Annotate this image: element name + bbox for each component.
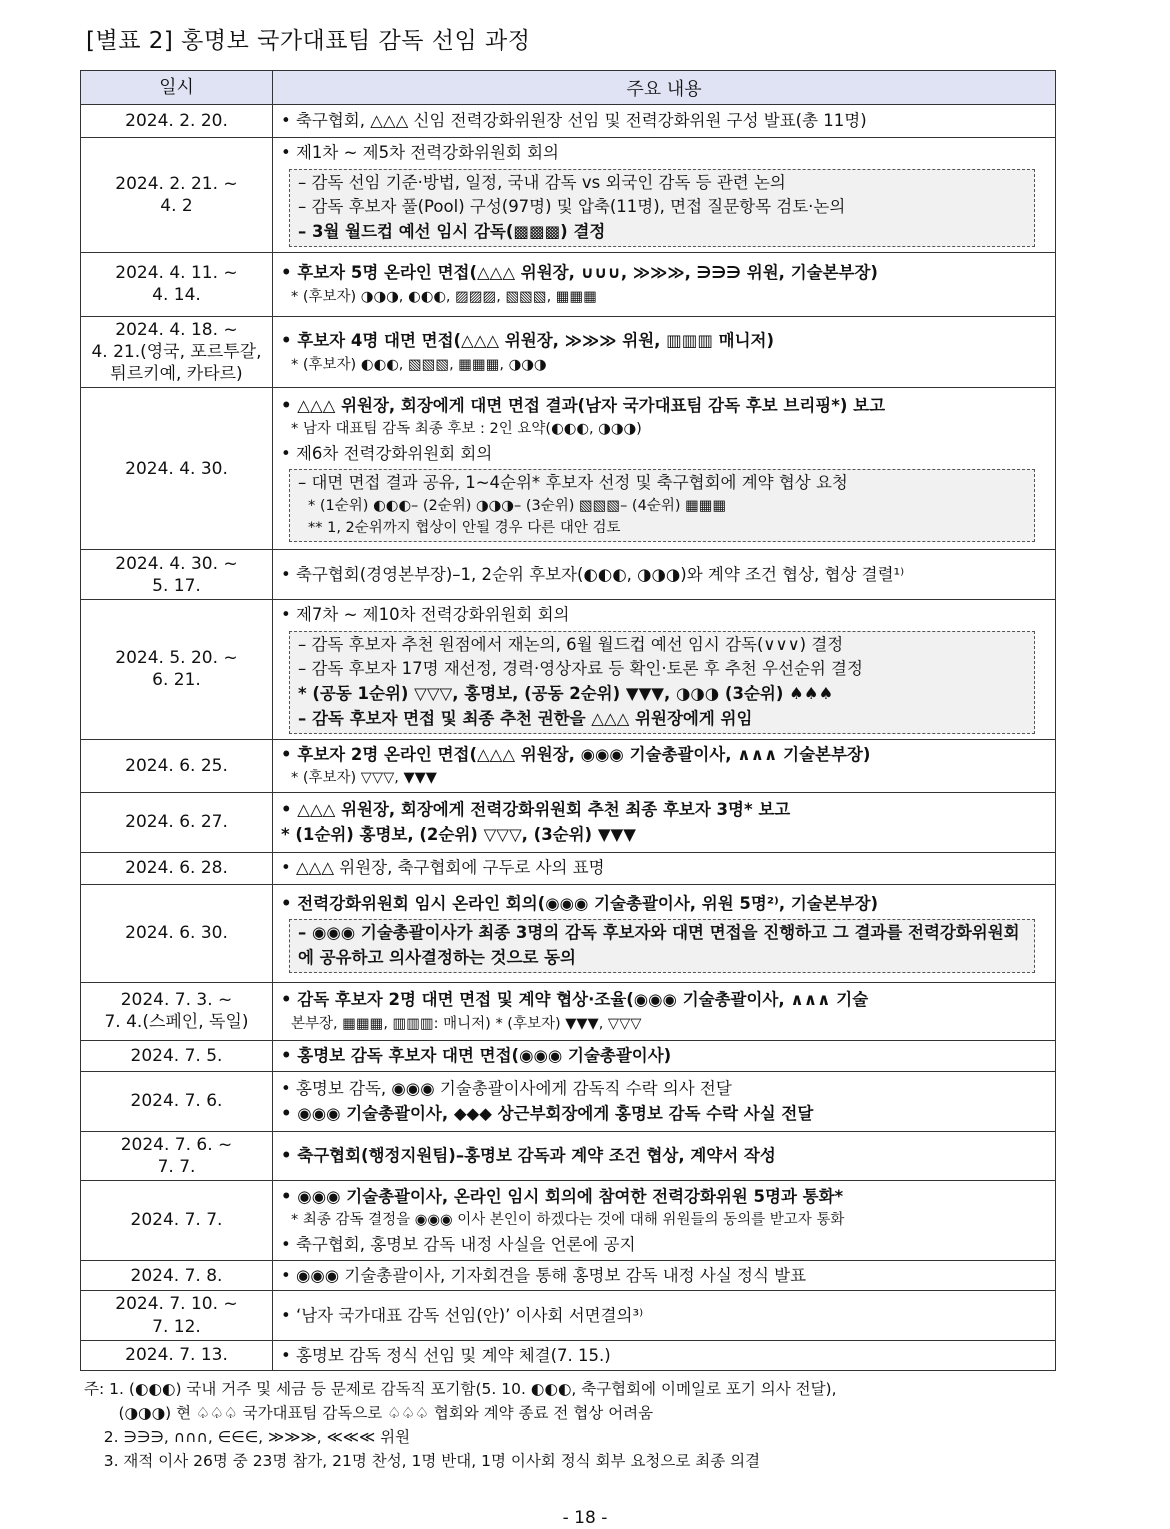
content-line: – 감독 후보자 추천 원점에서 재논의, 6월 월드컵 예선 임시 감독(∨∨∨) 결정 xyxy=(298,634,844,654)
date-line: 2024. 2. 20. xyxy=(125,110,228,131)
content-line xyxy=(298,220,1026,245)
bold-text: • ◉◉◉ 기술총괄이사, ◆◆◆ 상근부회장에게 홍명보 감독 수락 사실 전달 xyxy=(281,1104,814,1124)
bold-text: • 축구협회(행정지원팀)–홍명보 감독과 계약 조건 협상, 계약서 작성 xyxy=(281,1146,776,1165)
content-cell xyxy=(273,138,1056,253)
content-line xyxy=(281,1184,1047,1210)
content-cell xyxy=(273,316,1056,387)
table-row xyxy=(81,1040,1056,1071)
date-line: 5. 17. xyxy=(152,575,201,596)
content-cell xyxy=(273,1071,1056,1131)
content-line: 본부장, ▦▦▦, ▥▥▥: 매니저) * (후보자) ▼▼▼, ▽▽▽ xyxy=(291,1015,642,1032)
schedule-table xyxy=(80,70,1056,1371)
date-line: 2024. 7. 8. xyxy=(130,1265,223,1286)
content-line: • 축구협회(경영본부장)–1, 2순위 후보자(◐◐◐, ◑◑◑)와 계약 조건 협상, 협상 결렬¹⁾ xyxy=(281,564,905,584)
bold-text: – 감독 후보자 면접 및 최종 추천 권한을 △△△ 위원장에게 위임 xyxy=(298,708,753,728)
table-row xyxy=(81,1180,1056,1260)
content-line xyxy=(281,822,1047,848)
content-line: – 감독 후보자 풀(Pool) 구성(97명) 및 압축(11명), 면접 질문항목 검토·논의 xyxy=(298,197,846,217)
footnote-line: 3. 재적 이사 26명 중 23명 참가, 21명 찬성, 1명 반대, 1명 이사회 정식 회부 요청으로 최종 의결 xyxy=(84,1452,761,1471)
content-line: • 축구협회, △△△ 신임 전력강화위원장 선임 및 전력강화위원 구성 발표(총 11명) xyxy=(281,111,867,131)
content-line: – 대면 면접 결과 공유, 1~4순위* 후보자 선정 및 축구협회에 계약 협상 요청 xyxy=(298,473,848,493)
date-line: 2024. 5. 20. ~ xyxy=(115,648,238,669)
table-row xyxy=(81,1340,1056,1371)
date-line: 6. 21. xyxy=(152,670,201,691)
date-line: 2024. 7. 6. xyxy=(130,1091,223,1112)
date-line: 4. 21.(영국, 포르투갈, xyxy=(91,341,262,362)
table-row xyxy=(81,1260,1056,1291)
content-cell xyxy=(273,600,1056,740)
bold-text: • 전력강화위원회 임시 온라인 회의(◉◉◉ 기술총괄이사, 위원 5명²⁾, 기술본부장) xyxy=(281,893,879,913)
content-line: * 최종 감독 결정을 ◉◉◉ 이사 본인이 하겠다는 것에 대해 위원들의 동의를 받고자 통화 xyxy=(291,1212,845,1229)
bold-text: • 후보자 4명 대면 면접(△△△ 위원장, ≫≫≫ 위원, ▥▥▥ 매니저) xyxy=(281,330,775,350)
table-row xyxy=(81,982,1056,1040)
table-row xyxy=(81,138,1056,253)
table-row xyxy=(81,252,1056,316)
content-line: • 제1차 ~ 제5차 전력강화위원회 회의 xyxy=(281,143,559,162)
bold-text: • △△△ 위원장, 회장에게 대면 면접 결과(남자 국가대표팀 감독 후보 브리핑*) 보고 xyxy=(281,395,886,415)
date-cell xyxy=(81,550,273,600)
table-row xyxy=(81,105,1056,138)
content-cell xyxy=(273,982,1056,1040)
bold-text: • 후보자 5명 온라인 면접(△△△ 위원장, ∪∪∪, ≫≫≫, ∋∋∋ 위원, 기술본부장) xyxy=(281,263,878,283)
date-line: 2024. 4. 11. ~ xyxy=(115,263,238,284)
footnote-line: 주: 1. (◐◐◐) 국내 거주 및 세금 등 문제로 감독직 포기함(5. 10. ◐◐◐, 축구협회에 이메일로 포기 의사 전달), xyxy=(84,1380,837,1398)
bold-text: * (공동 1순위) ▽▽▽, 홍명보, (공동 2순위) ▼▼▼, ◑◑◑ (3순위) ♠♠♠ xyxy=(298,684,834,704)
date-cell xyxy=(81,1180,273,1260)
content-cell xyxy=(273,739,1056,792)
content-line: • △△△ 위원장, 축구협회에 구두로 사의 표명 xyxy=(281,858,605,878)
content-cell xyxy=(273,550,1056,600)
table-row xyxy=(81,316,1056,387)
content-cell xyxy=(273,1131,1056,1180)
header-content: 주요 내용 xyxy=(273,71,1056,105)
date-cell xyxy=(81,138,273,253)
content-line xyxy=(298,682,1026,707)
date-line: 2024. 7. 13. xyxy=(125,1345,228,1366)
page-number: - 18 - xyxy=(562,1508,608,1528)
header-date: 일시 xyxy=(81,71,273,105)
content-cell xyxy=(273,852,1056,884)
content-line xyxy=(281,393,1047,419)
content-line xyxy=(281,260,1047,286)
date-cell xyxy=(81,252,273,316)
content-line: – 감독 선임 기준·방법, 일정, 국내 감독 vs 외국인 감독 등 관련 논의 xyxy=(298,172,786,192)
content-cell xyxy=(273,884,1056,982)
bold-text: • 후보자 2명 온라인 면접(△△△ 위원장, ◉◉◉ 기술총괄이사, ∧∧∧ 기술본부장) xyxy=(281,744,871,764)
bold-text: • ◉◉◉ 기술총괄이사, 온라인 임시 회의에 참여한 전력강화위원 5명과 통화* xyxy=(281,1186,844,1206)
content-line: – 감독 후보자 17명 재선정, 경력·영상자료 등 확인·토론 후 추천 우선순위 결정 xyxy=(298,659,863,679)
content-cell xyxy=(273,1180,1056,1260)
date-line: 2024. 7. 6. ~ xyxy=(120,1134,233,1155)
content-line: • 홍명보 감독, ◉◉◉ 기술총괄이사에게 감독직 수락 의사 전달 xyxy=(281,1078,732,1098)
date-line: 7. 12. xyxy=(152,1316,201,1337)
page-title: [별표 2] 홍명보 국가대표팀 감독 선임 과정 xyxy=(86,28,531,54)
date-line: 2024. 2. 21. ~ xyxy=(115,173,238,194)
content-line: ** 1, 2순위까지 협상이 안될 경우 다른 대안 검토 xyxy=(308,519,621,536)
date-cell xyxy=(81,982,273,1040)
content-line xyxy=(281,1101,1047,1127)
content-cell xyxy=(273,388,1056,550)
content-cell xyxy=(273,1291,1056,1340)
date-cell xyxy=(81,1340,273,1371)
date-line: 2024. 4. 30. ~ xyxy=(115,553,238,574)
content-line: • ‘남자 국가대표 감독 선임(안)’ 이사회 서면결의³⁾ xyxy=(281,1305,644,1325)
date-line: 2024. 7. 7. xyxy=(130,1210,223,1231)
date-line: 2024. 7. 10. ~ xyxy=(115,1294,238,1315)
date-line: 2024. 7. 5. xyxy=(130,1045,223,1066)
table-row xyxy=(81,884,1056,982)
bold-text: • 홍명보 감독 후보자 대면 면접(◉◉◉ 기술총괄이사) xyxy=(281,1045,672,1065)
date-cell xyxy=(81,105,273,138)
date-cell xyxy=(81,792,273,852)
content-line xyxy=(281,891,1047,917)
bold-text: – ◉◉◉ 기술총괄이사가 최종 3명의 감독 후보자와 대면 면접을 진행하고 그 결과를 전력강화위원회에 공유하고 의사결정하는 것으로 동의 xyxy=(298,923,1020,967)
content-cell xyxy=(273,1040,1056,1071)
table-row xyxy=(81,792,1056,852)
date-cell xyxy=(81,1040,273,1071)
content-line: • ◉◉◉ 기술총괄이사, 기자회견을 통해 홍명보 감독 내정 사실 정식 발표 xyxy=(281,1265,807,1285)
date-cell xyxy=(81,884,273,982)
footnote-line: 2. ∋∋∋, ∩∩∩, ∈∈∈, ≫≫≫, ≪≪≪ 위원 xyxy=(84,1428,411,1447)
date-line: 7. 4.(스페인, 독일) xyxy=(104,1012,249,1033)
date-cell xyxy=(81,1291,273,1340)
date-cell xyxy=(81,852,273,884)
table-row xyxy=(81,1071,1056,1131)
table-row xyxy=(81,739,1056,792)
content-line xyxy=(298,707,1026,732)
content-cell xyxy=(273,1340,1056,1371)
table-row xyxy=(81,600,1056,740)
date-cell xyxy=(81,739,273,792)
content-line xyxy=(281,987,1047,1013)
content-cell xyxy=(273,792,1056,852)
date-cell xyxy=(81,316,273,387)
date-line: 4. 14. xyxy=(152,285,201,306)
detail-box xyxy=(289,469,1035,541)
date-cell xyxy=(81,600,273,740)
date-line: 2024. 7. 3. ~ xyxy=(120,990,233,1011)
table-header-row xyxy=(81,71,1056,105)
content-line xyxy=(298,921,1026,971)
date-line: 2024. 6. 28. xyxy=(125,858,228,879)
content-line: * (후보자) ◑◑◑, ◐◐◐, ▨▨▨, ▧▧▧, ▦▦▦ xyxy=(291,288,597,305)
date-line: 2024. 4. 30. xyxy=(125,458,228,479)
date-line: 2024. 6. 27. xyxy=(125,812,228,833)
content-cell xyxy=(273,252,1056,316)
content-line: * (후보자) ◐◐◐, ▧▧▧, ▦▦▦, ◑◑◑ xyxy=(291,356,547,373)
content-line xyxy=(281,1043,1047,1069)
date-line: 튀르키예, 카타르) xyxy=(110,364,243,384)
date-cell xyxy=(81,1260,273,1291)
content-line xyxy=(281,742,1047,768)
content-line: * 남자 대표팀 감독 최종 후보 : 2인 요약(◐◐◐, ◑◑◑) xyxy=(291,421,642,438)
date-cell xyxy=(81,1071,273,1131)
content-line: • 제7차 ~ 제10차 전력강화위원회 회의 xyxy=(281,605,570,625)
detail-box xyxy=(289,631,1035,734)
content-line: * (후보자) ▽▽▽, ▼▼▼ xyxy=(291,770,437,787)
bold-text: * (1순위) 홍명보, (2순위) ▽▽▽, (3순위) ▼▼▼ xyxy=(281,825,636,845)
content-cell xyxy=(273,105,1056,138)
table-body xyxy=(81,105,1056,1371)
footnotes xyxy=(84,1377,837,1473)
table-row xyxy=(81,550,1056,600)
content-line xyxy=(281,797,1047,823)
table-row xyxy=(81,852,1056,884)
table-row xyxy=(81,1291,1056,1340)
detail-box xyxy=(289,919,1035,973)
date-line: 2024. 4. 18. ~ xyxy=(115,319,238,340)
detail-box xyxy=(289,169,1035,247)
footnote-line: (◑◑◑) 현 ♤♤♤ 국가대표팀 감독으로 ♤♤♤ 협회와 계약 종료 전 협상 어려움 xyxy=(84,1404,654,1423)
date-line: 4. 2 xyxy=(160,195,193,216)
date-cell xyxy=(81,388,273,550)
date-cell xyxy=(81,1131,273,1180)
table-row xyxy=(81,388,1056,550)
content-line xyxy=(281,328,1047,354)
table-row xyxy=(81,1131,1056,1180)
content-line: * (1순위) ◐◐◐– (2순위) ◑◑◑– (3순위) ▧▧▧– (4순위) ▦▦▦ xyxy=(308,498,727,515)
content-line: • 홍명보 감독 정식 선임 및 계약 체결(7. 15.) xyxy=(281,1345,611,1365)
content-cell xyxy=(273,1260,1056,1291)
content-line: • 제6차 전력강화위원회 회의 xyxy=(281,443,493,463)
bold-text: • △△△ 위원장, 회장에게 전력강화위원회 추천 최종 후보자 3명* 보고 xyxy=(281,799,791,819)
bold-text: – 3월 월드컵 예선 임시 감독(▩▩▩) 결정 xyxy=(298,222,606,242)
date-line: 2024. 6. 25. xyxy=(125,755,228,776)
bold-text: • 감독 후보자 2명 대면 면접 및 계약 협상·조율(◉◉◉ 기술총괄이사, ∧∧∧ 기술 xyxy=(281,990,869,1010)
content-line: • 축구협회, 홍명보 감독 내정 사실을 언론에 공지 xyxy=(281,1234,636,1254)
date-line: 2024. 6. 30. xyxy=(125,923,228,944)
content-line xyxy=(281,1143,1047,1169)
date-line: 7. 7. xyxy=(157,1156,196,1177)
